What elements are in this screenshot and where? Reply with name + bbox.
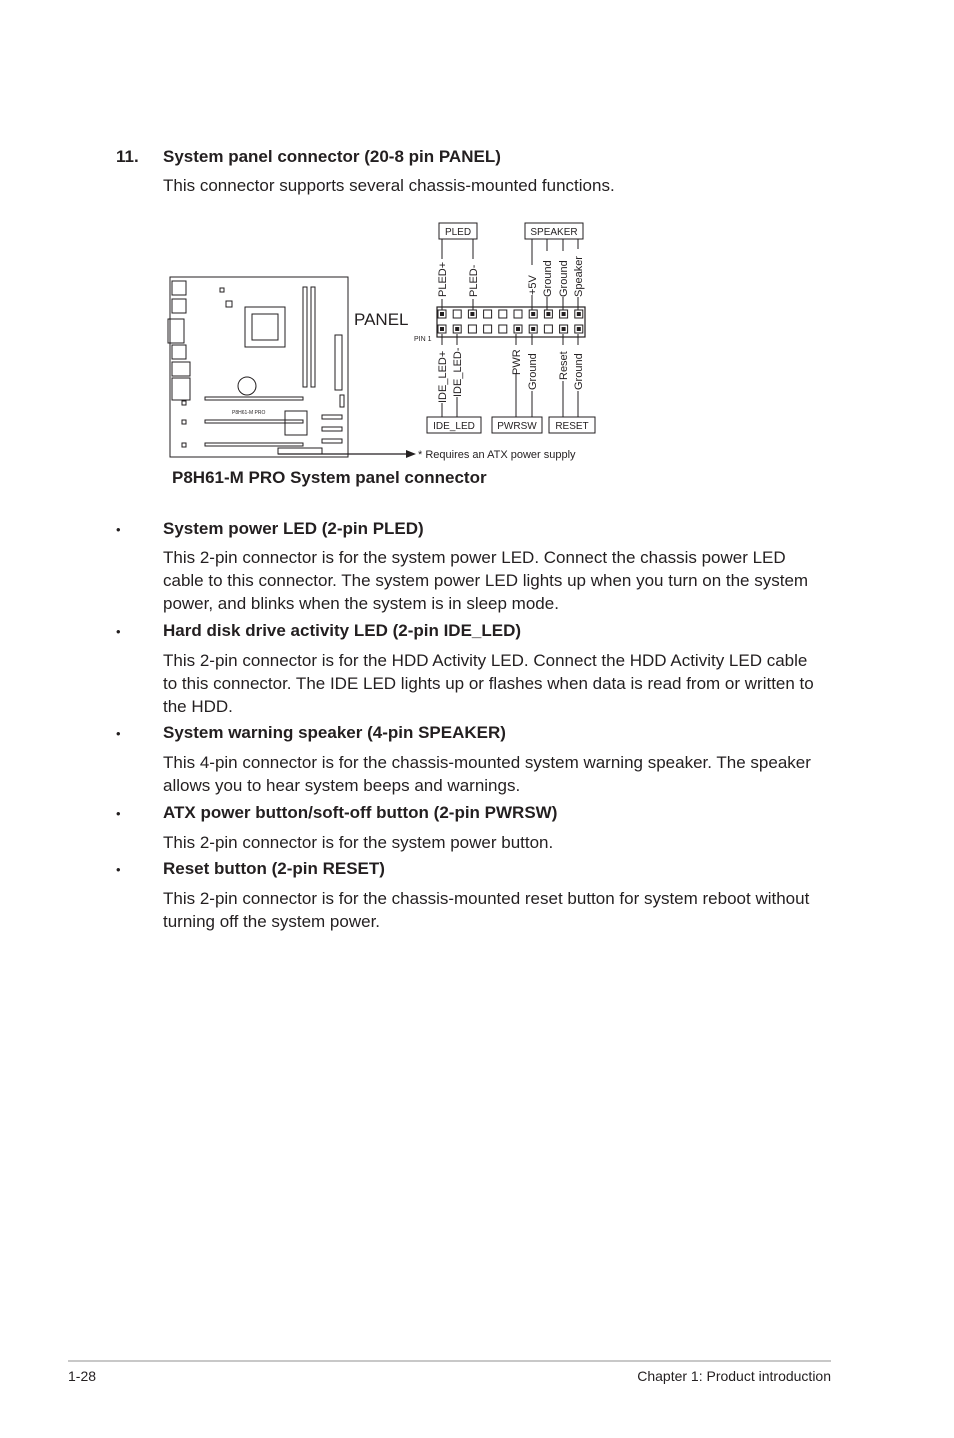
section-intro: This connector supports several chassis-mounted functions.: [163, 176, 615, 195]
speaker-box-label: SPEAKER: [530, 227, 578, 238]
bullet-title: Reset button (2-pin RESET): [163, 859, 385, 878]
motherboard-illustration: [168, 277, 348, 457]
pin-label-pled-plus: PLED+: [437, 261, 449, 297]
bullet-dot: •: [116, 862, 121, 877]
bullet-line: to this connector. The IDE LED lights up or flashes when data is read from or written to: [163, 674, 814, 693]
pin-label-5v: +5V: [527, 275, 539, 295]
pin-label-ground-a: Ground: [542, 260, 554, 297]
section-number: 11.: [116, 147, 139, 166]
section-title: System panel connector (20-8 pin PANEL): [163, 147, 501, 166]
header-pin-active: [455, 327, 459, 331]
pin-label-ground-b: Ground: [558, 260, 570, 297]
header-pin-active: [440, 312, 444, 316]
bullet-line: turning off the system power.: [163, 912, 381, 931]
header-pin-active: [531, 312, 535, 316]
bullet-line: This 2-pin connector is for the HDD Activity LED. Connect the HDD Activity LED cable: [163, 651, 808, 670]
pled-box-label: PLED: [444, 227, 472, 238]
bullet-dot: •: [116, 726, 121, 741]
pin-label-pled-minus: PLED-: [468, 264, 480, 297]
header-pin-active: [531, 327, 535, 331]
header-pin-active: [562, 312, 566, 316]
header-pin: [499, 310, 507, 318]
bullet-title: System warning speaker (4-pin SPEAKER): [163, 723, 506, 742]
header-pin-active: [470, 312, 474, 316]
header-pin-active: [546, 312, 550, 316]
pin-label-reset: Reset: [558, 351, 570, 380]
header-pin: [453, 310, 461, 318]
bullet-body: [163, 546, 833, 615]
diagram-caption: P8H61-M PRO System panel connector: [172, 468, 487, 487]
bullet-body: [163, 649, 833, 718]
bullet-title: System power LED (2-pin PLED): [163, 519, 424, 538]
bullet-title: ATX power button/soft-off button (2-pin PWRSW): [163, 803, 558, 822]
header-pin-active: [562, 327, 566, 331]
ide-led-box-label: IDE_LED: [433, 421, 475, 432]
panel-diagram-svg: [160, 215, 620, 465]
pin-label-ide-led-plus: IDE_LED+: [437, 350, 449, 403]
bullet-dot: •: [116, 806, 121, 821]
pin-label-ide-led-minus: IDE_LED-: [452, 347, 464, 397]
pin-label-pwr-ground: Ground: [527, 353, 539, 390]
bullet-line: power, and blinks when the system is in sleep mode.: [163, 594, 559, 613]
header-pin: [544, 325, 552, 333]
bullet-line: cable to this connector. The system power LED lights up when you turn on the system: [163, 571, 809, 590]
page-number: 1-28: [68, 1368, 97, 1384]
header-pin: [484, 325, 492, 333]
bullet-line: the HDD.: [163, 697, 233, 716]
atx-note: * Requires an ATX power supply: [418, 449, 576, 461]
bullet-line: allows you to hear system beeps and warnings.: [163, 776, 521, 795]
panel-connector-diagram: [160, 215, 620, 465]
pin-label-reset-ground: Ground: [573, 353, 585, 390]
pin-label-speaker: Speaker: [573, 256, 585, 297]
reset-box-label: RESET: [555, 421, 589, 432]
pointer-arrowhead: [406, 450, 416, 458]
top-pin-labels: [437, 249, 585, 299]
bullet-dot: •: [116, 522, 121, 537]
header-pin: [468, 325, 476, 333]
pin1-label: PIN 1: [414, 336, 432, 343]
header-pin: [514, 310, 522, 318]
bullet-line: This 2-pin connector is for the system power LED. Connect the chassis power LED: [163, 548, 786, 567]
chapter-title: Chapter 1: Product introduction: [637, 1368, 831, 1384]
header-pin-active: [577, 312, 581, 316]
bullet-title: Hard disk drive activity LED (2-pin IDE_LED): [163, 621, 522, 640]
pin-grid: [438, 310, 583, 333]
bullet-body: [163, 751, 833, 797]
bullet-line: This 2-pin connector is for the system power button.: [163, 833, 554, 852]
pin-label-pwr: PWR: [511, 349, 523, 375]
header-pin: [484, 310, 492, 318]
footer-divider: [68, 1360, 831, 1362]
bullet-dot: •: [116, 624, 121, 639]
bullet-line: This 2-pin connector is for the chassis-mounted reset button for system reboot without: [163, 889, 810, 908]
header-pin-active: [577, 327, 581, 331]
bullet-body: [163, 887, 833, 933]
pwrsw-box-label: PWRSW: [497, 421, 537, 432]
header-pin-active: [516, 327, 520, 331]
board-label: P8H61-M PRO: [232, 410, 266, 416]
header-pin: [499, 325, 507, 333]
header-pin-active: [440, 327, 444, 331]
bullet-line: This 4-pin connector is for the chassis-mounted system warning speaker. The speaker: [163, 753, 811, 772]
panel-label: PANEL: [354, 310, 409, 329]
bullet-body: [163, 831, 833, 854]
